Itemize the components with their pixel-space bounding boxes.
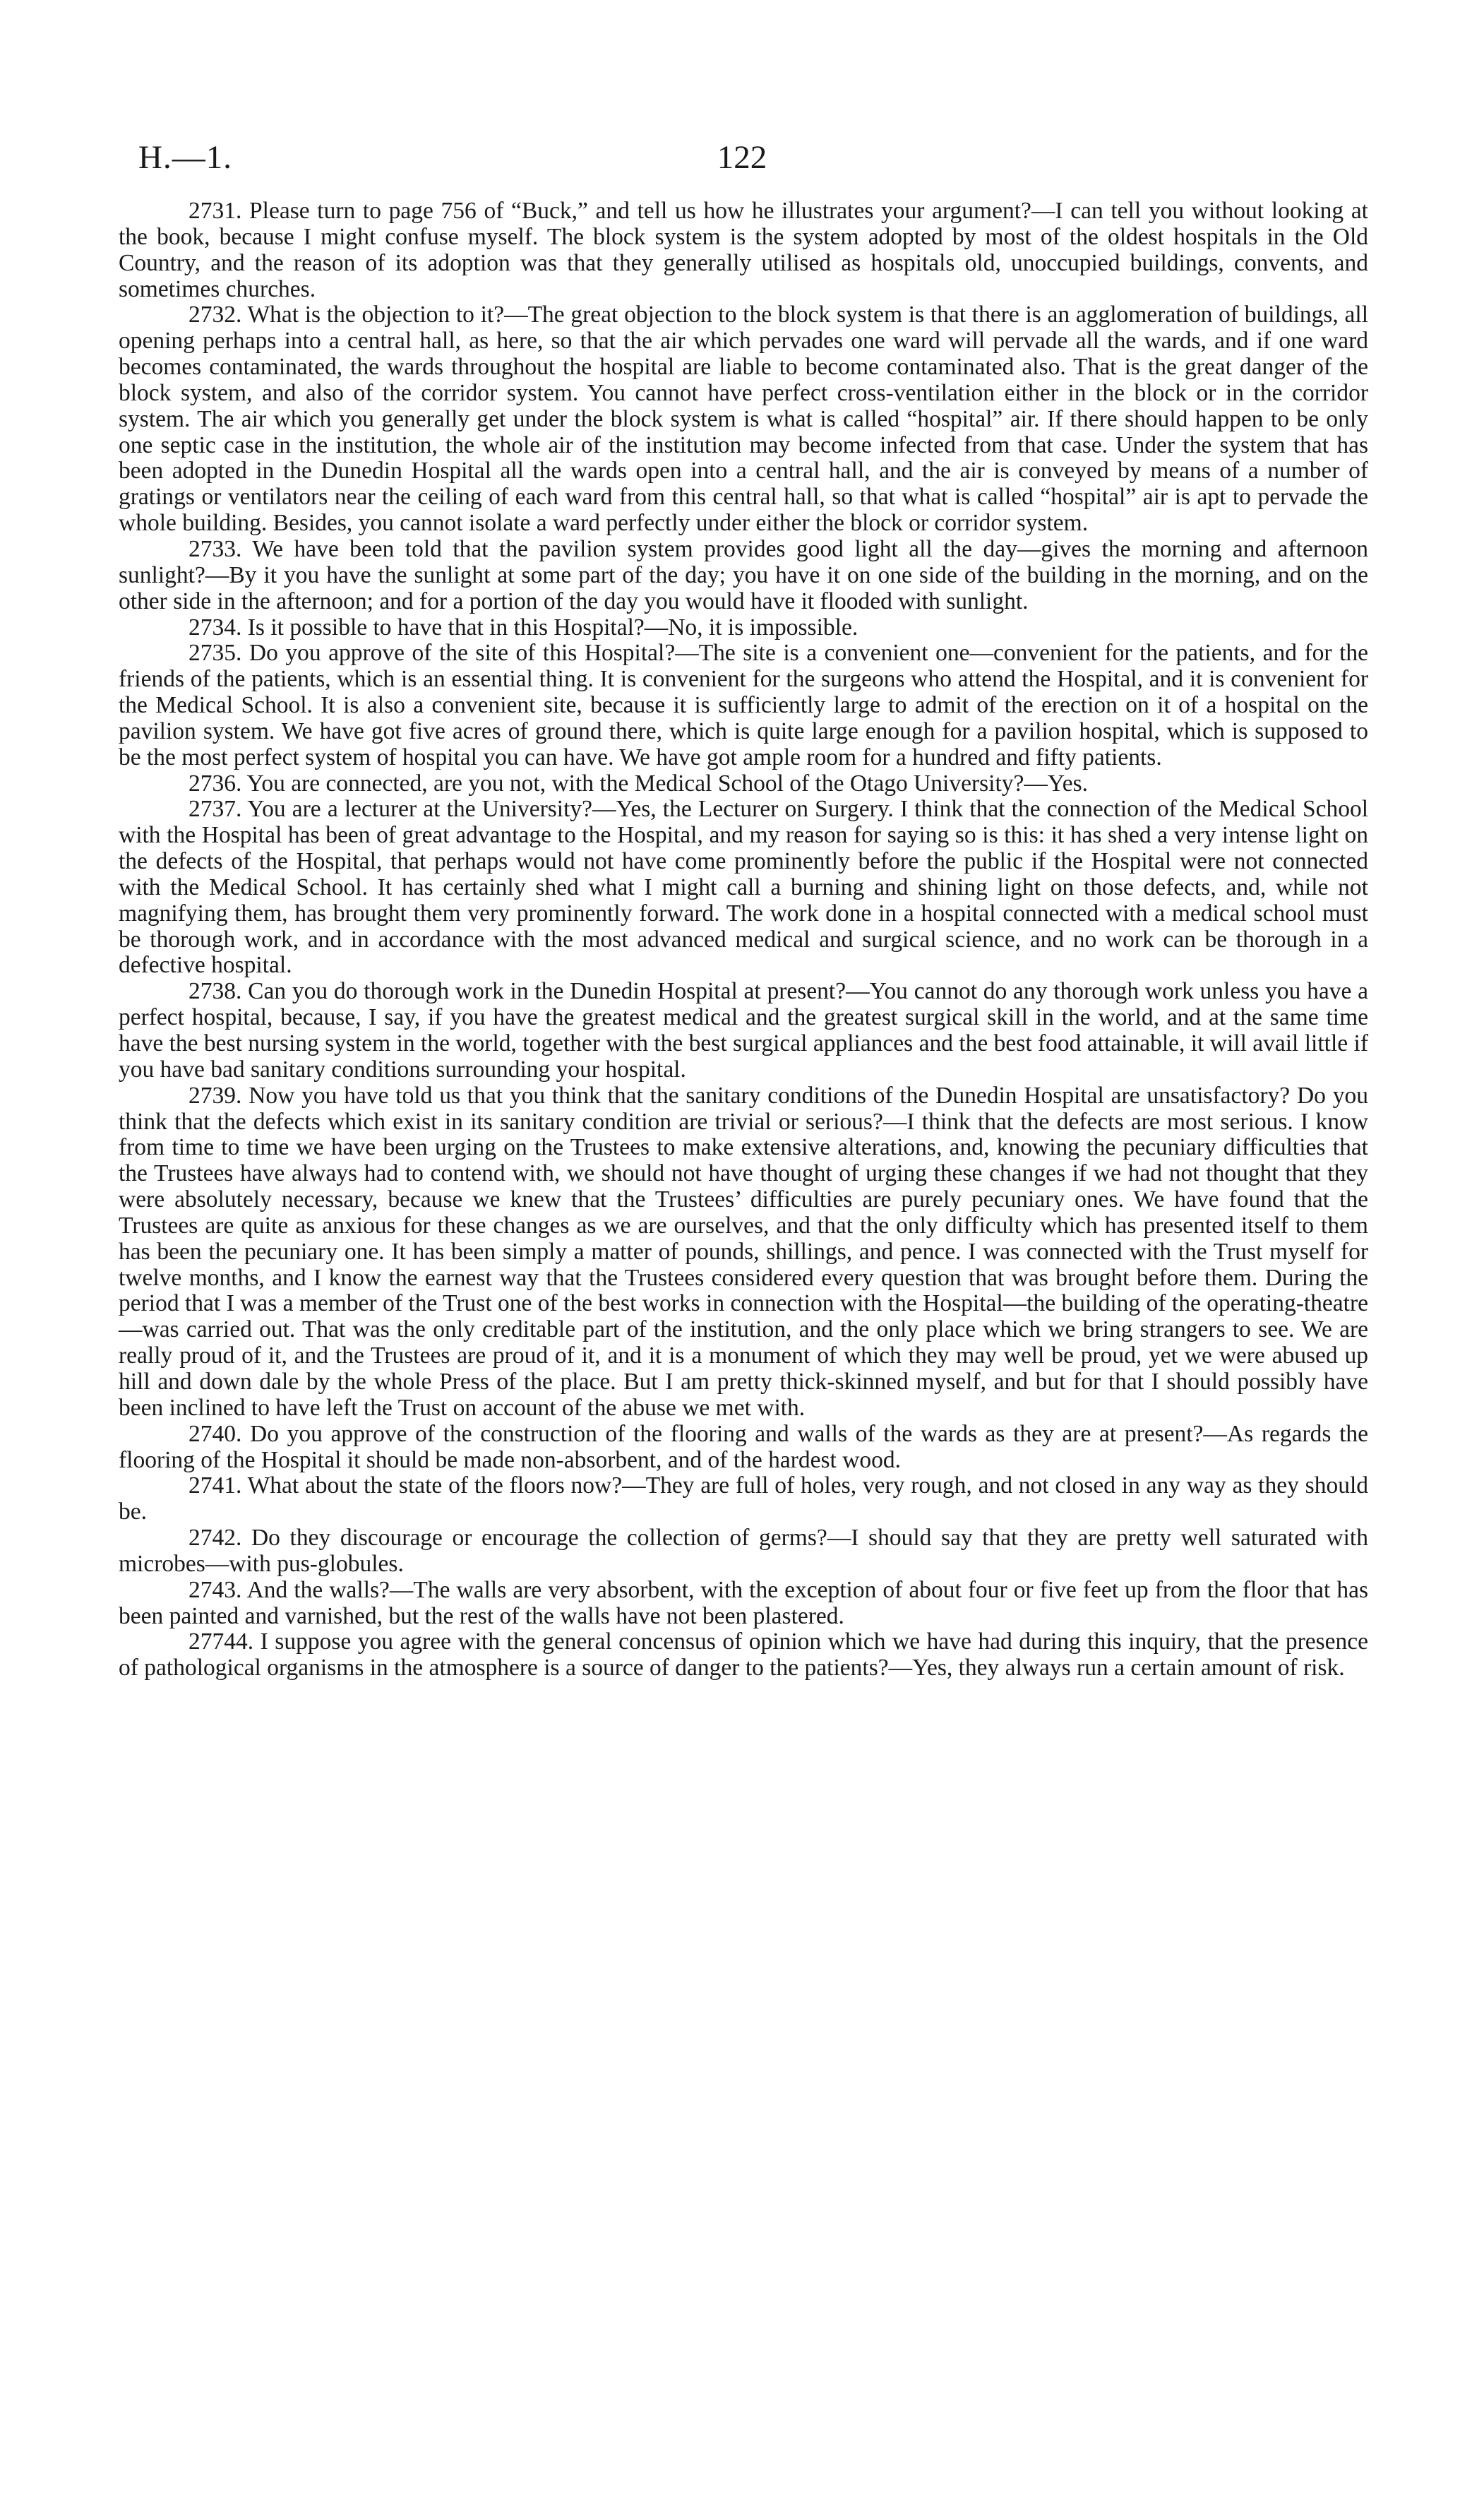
paragraph-2740: 2740. Do you approve of the construction of the flooring and walls of the wards as they are at present?—As regards the flooring of the Hospital it should be made non-absorbent, and of the hardest wood. — [119, 1420, 1368, 1473]
paragraph-2733: 2733. We have been told that the pavilion system provides good light all the day—gives the morning and afternoon sunlight?—By it you have the sunlight at some part of the day; you have it on one side of the building in the morning, and on the other side in the afternoon; and for a portion of the day you would have it flooded with sunlight. — [119, 535, 1368, 614]
paragraph-2735: 2735. Do you approve of the site of this Hospital?—The site is a convenient one—convenient for the patients, and for the friends of the patients, which is an essential thing. It is convenient for the surgeons who attend the Hospital, and it is convenient for the Medical School. It is also a convenient site, because it is sufficiently large to admit of the erection on it of a hospital on the pavilion system. We have got five acres of ground there, which is quite large enough for a pavilion hospital, which is supposed to be the most perfect system of hospital you can have. We have got ample room for a hundred and fifty patients. — [119, 640, 1368, 770]
paragraph-2737: 2737. You are a lecturer at the University?—Yes, the Lecturer on Surgery. I think that the connection of the Medical School with the Hospital has been of great advantage to the Hospital, and my reason for saying so is this: it has shed a very intense light on the defects of the Hospital, that perhaps would not have come prominently before the public if the Hospital were not connected with the Medical School. It has certainly shed what I might call a burning and shining light on those defects, and, while not magnifying them, has brought them very prominently forward. The work done in a hospital connected with a medical school must be thorough work, and in accordance with the most advanced medical and surgical science, and no work can be thorough in a defective hospital. — [119, 796, 1368, 979]
page-header — [138, 138, 1346, 181]
page-number: 122 — [717, 139, 767, 176]
paragraph-2739: 2739. Now you have told us that you think that the sanitary conditions of the Dunedin Hospital are unsatisfactory? Do you think that the defects which exist in its sanitary condition are trivial or serious?—I think that the defects are most serious. I know from time to time we have been urging on the Trustees to make extensive alterations, and, knowing the pecuniary difficulties that the Trustees have always had to contend with, we should not have thought of urging these changes if we had not thought that they were absolutely necessary, because we knew that the Trustees’ difficulties are purely pecuniary ones. We have found that the Trustees are quite as anxious for these changes as we are ourselves, and that the only difficulty which has presented itself to them has been the pecuniary one. It has been simply a matter of pounds, shillings, and pence. I was connected with the Trust myself for twelve months, and I know the earnest way that the Trustees considered every question that was brought before them. During the period that I was a member of the Trust one of the best works in connection with the Hospital—the building of the operating-theatre—was carried out. That was the only creditable part of the institution, and the only place which we bring strangers to see. We are really proud of it, and the Trustees are proud of it, and it is a monument of which they may well be proud, yet we were abused up hill and down dale by the whole Press of the place. But I am pretty thick-skinned myself, and but for that I should possibly have been inclined to have left the Trust on account of the abuse we met with. — [119, 1082, 1368, 1421]
paragraph-2732: 2732. What is the objection to it?—The great objection to the block system is that there is an agglomeration of buildings, all opening perhaps into a central hall, as here, so that the air which pervades one ward will pervade all the wards, and if one ward becomes contaminated, the wards throughout the hospital are liable to become contaminated also. That is the great danger of the block system, and also of the corridor system. You cannot have perfect cross-ventilation either in the block or in the corridor system. The air which you generally get under the block system is what is called “hospital” air. If there should happen to be only one septic case in the institution, the whole air of the institution may become infected from that case. Under the system that has been adopted in the Dunedin Hospital all the wards open into a central hall, and the air is conveyed by means of a number of gratings or ventilators near the ceiling of each ward from this central hall, so that what is called “hospital” air is apt to pervade the whole building. Besides, you cannot isolate a ward perfectly under either the block or corridor system. — [119, 302, 1368, 537]
document-id: H.—1. — [138, 139, 232, 176]
paragraph-2741: 2741. What about the state of the floors now?—They are full of holes, very rough, and not closed in any way as they should be. — [119, 1472, 1368, 1525]
paragraph-2731: 2731. Please turn to page 756 of “Buck,” and tell us how he illustrates your argument?—I can tell you without looking at the book, because I might confuse myself. The block system is the system adopted by most of the oldest hospitals in the Old Country, and the reason of its adoption was that they generally utilised as hospitals old, unoccupied buildings, convents, and sometimes churches. — [119, 198, 1368, 302]
paragraph-2738: 2738. Can you do thorough work in the Dunedin Hospital at present?—You cannot do any thorough work unless you have a perfect hospital, because, I say, if you have the greatest medical and the greatest surgical skill in the world, and at the same time have the best nursing system in the world, together with the best surgical appliances and the best food attainable, it will avail little if you have bad sanitary conditions surrounding your hospital. — [119, 978, 1368, 1083]
paragraph-27744: 27744. I suppose you agree with the general concensus of opinion which we have had during this inquiry, that the presence of pathological organisms in the atmosphere is a source of danger to the patients?—Yes, they always run a certain amount of risk. — [119, 1628, 1368, 1681]
paragraph-2743: 2743. And the walls?—The walls are very absorbent, with the exception of about four or five feet up from the floor that has been painted and varnished, but the rest of the walls have not been plastered. — [119, 1576, 1368, 1629]
paragraph-2736: 2736. You are connected, are you not, with the Medical School of the Otago University?—Yes. — [189, 770, 1089, 797]
paragraph-2742: 2742. Do they discourage or encourage the collection of germs?—I should say that they are pretty well saturated with microbes—with pus-globules. — [119, 1525, 1368, 1577]
body-text — [119, 198, 1368, 1681]
paragraph-2734: 2734. Is it possible to have that in this Hospital?—No, it is impossible. — [189, 614, 858, 641]
